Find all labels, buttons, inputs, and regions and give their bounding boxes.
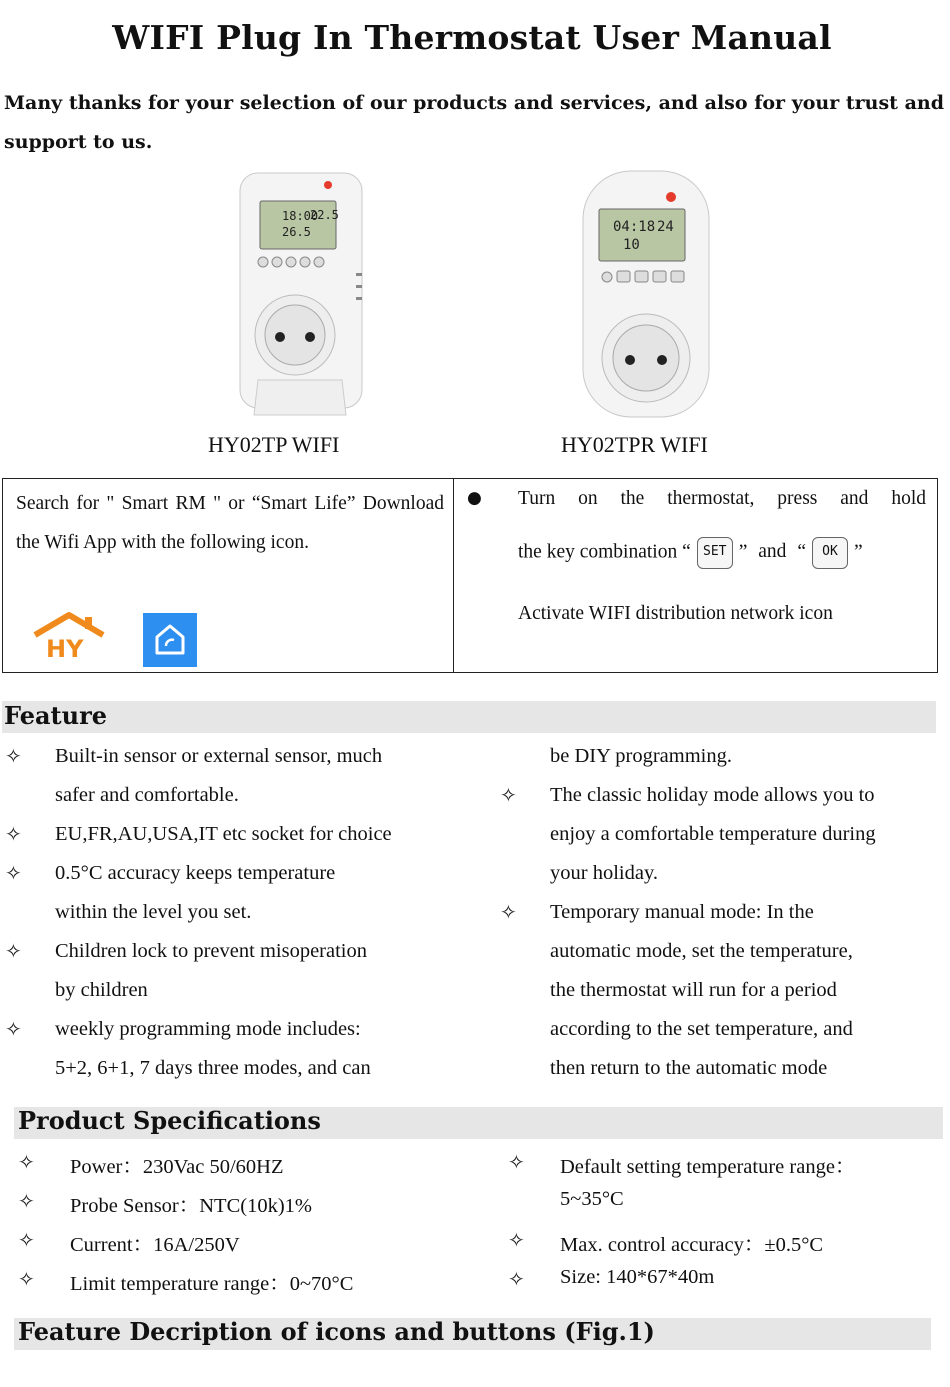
wifi-step-line-3: Activate WIFI distribution network icon xyxy=(518,603,833,624)
feature-item: weekly programming mode includes: 5+2, 6+1, 7 days three modes, and can xyxy=(55,1018,371,1079)
spec-item: Power：230Vac 50/60HZ xyxy=(70,1156,284,1178)
intro-paragraph: Many thanks for your selection of our products and services, and also for your trust and support to us. xyxy=(4,92,944,153)
hy-home-app-icon xyxy=(31,611,107,661)
wifi-step-line-2: the key combination “ SET ” and “ OK ” xyxy=(518,537,933,569)
spec-item: Probe Sensor：NTC(10k)1% xyxy=(70,1195,312,1217)
svg-text:24: 24 xyxy=(657,219,674,235)
svg-text:26.5: 26.5 xyxy=(282,225,311,239)
set-key-icon: SET xyxy=(697,537,733,569)
and-text: and xyxy=(758,541,787,563)
wifi-step-line-1: Turn on the thermostat, press and hold xyxy=(518,488,926,509)
bullet-star-icon: ✧ xyxy=(18,1267,35,1291)
bullet-star-icon: ✧ xyxy=(500,900,517,924)
feature-item: 0.5°C accuracy keeps temperature within the level you set. xyxy=(55,862,336,923)
spec-item-continued: 5~35°C xyxy=(560,1188,624,1210)
bullet-star-icon: ✧ xyxy=(500,783,517,807)
svg-text:22.5: 22.5 xyxy=(310,208,339,222)
page-title: WIFI Plug In Thermostat User Manual xyxy=(112,18,832,57)
spec-item: Max. control accuracy：±0.5°C xyxy=(560,1234,824,1256)
model-caption-hy02tp: HY02TP WIFI xyxy=(208,432,340,457)
bullet-star-icon: ✧ xyxy=(5,822,22,846)
bullet-star-icon: ✧ xyxy=(5,1017,22,1041)
spec-item: Limit temperature range：0~70°C xyxy=(70,1273,354,1295)
feature-item: Built-in sensor or external sensor, much safer and comfortable. xyxy=(55,745,383,806)
feature-heading: Feature xyxy=(4,701,107,730)
device-image-hy02tpr xyxy=(575,165,715,420)
bullet-star-icon: ✧ xyxy=(5,861,22,885)
model-caption-hy02tpr: HY02TPR WIFI xyxy=(561,432,708,457)
bullet-star-icon: ✧ xyxy=(508,1228,525,1252)
bullet-star-icon: ✧ xyxy=(5,939,22,963)
hy-logo-text: HY xyxy=(46,635,84,661)
bullet-star-icon: ✧ xyxy=(508,1150,525,1174)
bullet-star-icon: ✧ xyxy=(508,1267,525,1291)
device-image-hy02tp xyxy=(230,165,370,420)
bullet-star-icon: ✧ xyxy=(18,1228,35,1252)
ok-key-icon: OK xyxy=(812,537,848,569)
feature-item-continued: be DIY programming. xyxy=(550,745,732,767)
smart-life-app-icon xyxy=(143,613,197,667)
key-combination-text: the key combination xyxy=(518,541,678,563)
feature-item: Children lock to prevent misoperation by children xyxy=(55,940,367,1001)
feature-item: The classic holiday mode allows you to enjoy a comfortable temperature during your holiday. xyxy=(550,784,876,884)
table-divider xyxy=(453,479,454,672)
specs-heading: Product Specifications xyxy=(18,1106,321,1135)
feature-item: EU,FR,AU,USA,IT etc socket for choice xyxy=(55,823,392,845)
app-search-instruction: Search for " Smart RM " or “Smart Life” Download the Wifi App with the following icon. xyxy=(16,493,444,553)
svg-text:18:00: 18:00 xyxy=(282,209,319,223)
spec-item: Size: 140*67*40m xyxy=(560,1266,715,1288)
icons-buttons-heading: Feature Decription of icons and buttons (Fig.1) xyxy=(18,1317,655,1346)
svg-text:10: 10 xyxy=(623,237,640,253)
svg-text:04:18: 04:18 xyxy=(613,219,656,235)
bullet-star-icon: ✧ xyxy=(5,744,22,768)
bullet-dot: ● xyxy=(467,488,482,508)
app-instruction-table xyxy=(2,478,938,673)
bullet-star-icon: ✧ xyxy=(18,1189,35,1213)
feature-item: Temporary manual mode: In the automatic mode, set the temperature, the thermostat will run for a period according to the set temperature, and then return to the automatic mode xyxy=(550,901,853,1079)
feature-section-bar xyxy=(2,701,936,733)
bullet-star-icon: ✧ xyxy=(18,1150,35,1174)
spec-item: Default setting temperature range： xyxy=(560,1156,856,1178)
spec-item: Current：16A/250V xyxy=(70,1234,240,1256)
